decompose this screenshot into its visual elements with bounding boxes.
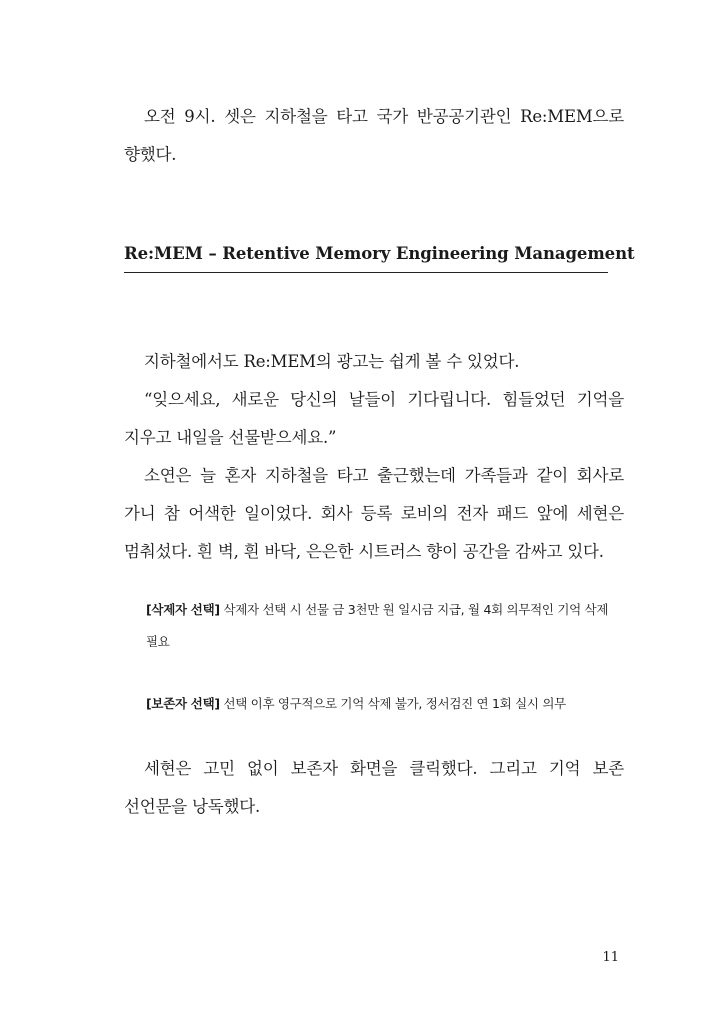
main-paragraph-1: 지하철에서도 Re:MEM의 광고는 쉽게 볼 수 있었다. xyxy=(144,352,520,371)
option-deleter-text: 삭제자 선택 시 선물 금 3천만 원 일시금 지급, 월 4회 의무적인 기억 삭제 필요 xyxy=(146,602,609,649)
page-number: 11 xyxy=(602,950,619,965)
option-preserver xyxy=(146,688,616,720)
closing-section xyxy=(124,750,624,826)
closing-paragraph: 세현은 고민 없이 보존자 화면을 클릭했다. 그리고 기억 보존 선언문을 낭독했다. xyxy=(124,759,624,816)
main-paragraph-2: “잊으세요, 새로운 당신의 날들이 기다립니다. 힘들었던 기억을 지우고 내일을 선물받으세요.” xyxy=(124,390,624,447)
option-preserver-text: 선택 이후 영구적으로 기억 삭제 불가, 정서검진 연 1회 실시 의무 xyxy=(219,696,566,711)
main-paragraph-3: 소연은 늘 혼자 지하철을 타고 출근했는데 가족들과 같이 회사로 가니 참 어색한 일이었다. 회사 등록 로비의 전자 패드 앞에 세현은 멈춰섰다. 흰 벽, 흰 바닥, 은은한 시트러스 향이 공간을 감싸고 있다. xyxy=(124,466,624,561)
intro-paragraph: 오전 9시. 셋은 지하철을 타고 국가 반공공기관인 Re:MEM으로 향했다. xyxy=(124,107,624,164)
option-deleter xyxy=(146,594,616,658)
option-deleter-label: [삭제자 선택] xyxy=(146,602,220,617)
intro-section xyxy=(124,98,624,174)
section-heading: Re:MEM – Retentive Memory Engineering Management xyxy=(124,244,608,273)
main-section xyxy=(124,343,624,571)
option-preserver-label: [보존자 선택] xyxy=(146,696,220,711)
